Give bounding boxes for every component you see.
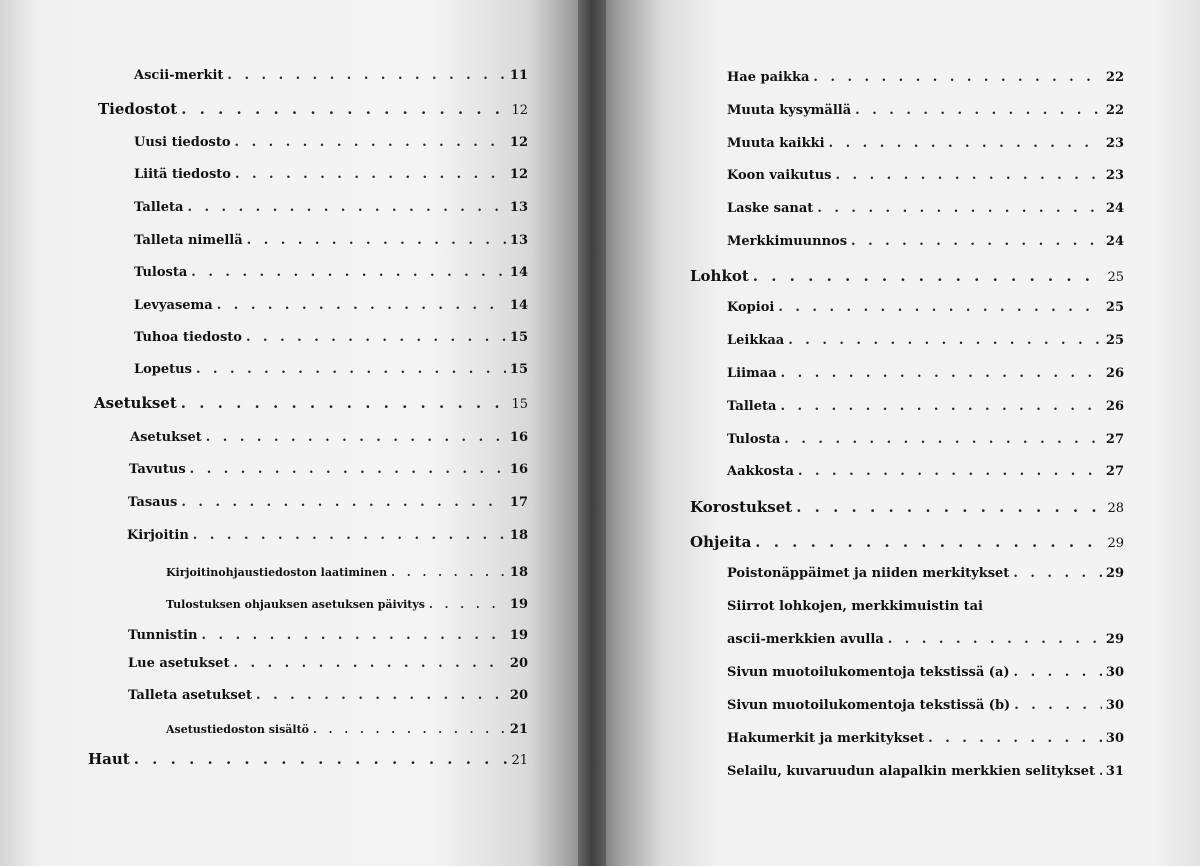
toc-entry-title: Kopioi — [727, 300, 775, 315]
toc-entry — [128, 656, 528, 671]
dot-leader — [817, 201, 1102, 216]
toc-page-number: 28 — [1107, 501, 1124, 516]
dot-leader — [778, 300, 1102, 315]
toc-entry-title: Hae paikka — [727, 70, 810, 85]
toc-page-number: 21 — [509, 722, 528, 737]
toc-entry — [690, 267, 1124, 285]
toc-entry-title: Lopetus — [134, 362, 192, 377]
dot-leader — [835, 168, 1101, 183]
toc-entry-title: Laske sanat — [727, 201, 814, 216]
toc-entry-title: Liitä tiedosto — [134, 167, 231, 182]
toc-entry-title: Hakumerkit ja merkitykset — [727, 731, 925, 746]
dot-leader — [829, 136, 1102, 151]
toc-page-number: 22 — [1105, 103, 1124, 118]
toc-entry — [88, 750, 528, 768]
toc-entry — [134, 298, 528, 313]
toc-entry — [727, 599, 983, 614]
toc-entry-title: Sivun muotoilukomentoja tekstissä (a) — [727, 665, 1010, 680]
dot-leader — [181, 495, 506, 510]
toc-entry — [128, 495, 528, 510]
toc-entry-title: Tulosta — [134, 265, 188, 280]
dot-leader — [1099, 764, 1102, 779]
toc-page-number: 19 — [509, 597, 528, 612]
toc-entry-title: Kirjoitinohjaustiedoston laatiminen — [166, 566, 388, 579]
toc-page-number: 26 — [1105, 366, 1124, 381]
toc-entry-title: Talleta — [727, 399, 777, 414]
dot-leader — [191, 265, 506, 280]
toc-page-number: 12 — [511, 103, 528, 118]
toc-entry-title: Sivun muotoilukomentoja tekstissä (b) — [727, 698, 1011, 713]
toc-entry-title: ascii-merkkien avulla — [727, 632, 884, 647]
toc-entry-title: Asetukset — [130, 430, 202, 445]
toc-entry-title: Levyasema — [134, 298, 213, 313]
toc-entry — [166, 597, 528, 612]
toc-entry — [727, 201, 1124, 216]
toc-page-number: 22 — [1105, 70, 1124, 85]
toc-page-number: 26 — [1105, 399, 1124, 414]
dot-leader — [202, 628, 506, 643]
dot-leader — [429, 598, 506, 611]
dot-leader — [193, 528, 506, 543]
toc-page-number: 30 — [1105, 665, 1124, 680]
toc-page-number: 24 — [1105, 201, 1124, 216]
toc-entry — [127, 528, 528, 543]
toc-entry — [727, 333, 1124, 348]
toc-entry — [129, 462, 528, 477]
dot-leader — [227, 68, 505, 83]
dot-leader — [813, 70, 1102, 85]
toc-entry-title: Ohjeita — [690, 533, 752, 551]
toc-entry — [727, 234, 1124, 249]
toc-page-number: 16 — [509, 430, 528, 445]
dot-leader — [784, 432, 1102, 447]
dot-leader — [196, 362, 506, 377]
toc-entry — [727, 136, 1124, 151]
toc-entry-title: Haut — [88, 750, 130, 768]
toc-entry-title: Tulosta — [727, 432, 781, 447]
toc-entry — [727, 464, 1124, 479]
toc-entry-title: Selailu, kuvaruudun alapalkin merkkien selitykset — [727, 764, 1095, 779]
toc-page-number: 29 — [1105, 566, 1124, 581]
toc-entry-title: Tunnistin — [128, 628, 198, 643]
toc-entry-title: Lohkot — [690, 267, 749, 285]
toc-entry — [727, 366, 1124, 381]
dot-leader — [246, 330, 506, 345]
toc-entry-title: Ascii-merkit — [134, 68, 224, 83]
dot-leader — [788, 333, 1102, 348]
toc-entry-title: Muuta kysymällä — [727, 103, 852, 118]
toc-page-number: 18 — [509, 528, 528, 543]
dot-leader — [796, 498, 1103, 516]
toc-page-number: 11 — [509, 68, 528, 83]
toc-entry-title: Lue asetukset — [128, 656, 230, 671]
toc-entry — [134, 330, 528, 345]
dot-leader — [181, 100, 507, 118]
toc-entry-title: Korostukset — [690, 498, 793, 516]
toc-page-number: 16 — [509, 462, 528, 477]
dot-leader — [1013, 566, 1102, 581]
toc-page-number: 29 — [1107, 536, 1124, 551]
toc-entry — [166, 565, 528, 580]
dot-leader — [888, 632, 1102, 647]
toc-page-number: 14 — [509, 298, 528, 313]
toc-entry — [727, 168, 1124, 183]
dot-leader — [313, 723, 506, 736]
toc-page-number: 27 — [1105, 464, 1124, 479]
toc-page-number: 20 — [509, 656, 528, 671]
toc-entry-title: Leikkaa — [727, 333, 785, 348]
toc-page-number: 15 — [509, 330, 528, 345]
toc-page-number: 19 — [509, 628, 528, 643]
toc-entry-title: Aakkosta — [727, 464, 794, 479]
dot-leader — [235, 167, 506, 182]
toc-entry-title: Asetukset — [94, 394, 177, 412]
toc-entry-title: Kirjoitin — [127, 528, 189, 543]
dot-leader — [206, 430, 506, 445]
dot-leader — [391, 566, 506, 579]
toc-page-number: 23 — [1105, 136, 1124, 151]
toc-page-number: 25 — [1105, 300, 1124, 315]
toc-entry-title: Talleta asetukset — [128, 688, 253, 703]
toc-entry — [134, 362, 528, 377]
toc-entry-title: Tulostuksen ohjauksen asetuksen päivitys — [166, 598, 425, 611]
toc-page-number: 12 — [509, 135, 528, 150]
toc-page-number: 21 — [511, 753, 528, 768]
toc-entry-title: Merkkimuunnos — [727, 234, 848, 249]
dot-leader — [181, 394, 508, 412]
toc-entry — [128, 628, 528, 643]
toc-page-number: 25 — [1107, 270, 1124, 285]
dot-leader — [233, 656, 505, 671]
toc-entry — [134, 68, 528, 83]
toc-entry — [727, 566, 1124, 581]
dot-leader — [190, 462, 506, 477]
dot-leader — [753, 267, 1104, 285]
book-gutter — [578, 0, 606, 866]
dot-leader — [235, 135, 506, 150]
toc-page-number: 24 — [1105, 234, 1124, 249]
toc-entry — [166, 722, 528, 737]
toc-page-number: 30 — [1105, 731, 1124, 746]
toc-entry-title: Talleta nimellä — [134, 233, 243, 248]
toc-entry-title: Poistonäppäimet ja niiden merkitykset — [727, 566, 1010, 581]
toc-entry-title: Liimaa — [727, 366, 777, 381]
toc-entry — [690, 533, 1124, 551]
toc-page-number: 23 — [1105, 168, 1124, 183]
toc-entry-title: Tuhoa tiedosto — [134, 330, 242, 345]
toc-page-number: 18 — [509, 565, 528, 580]
toc-entry — [727, 399, 1124, 414]
toc-page-number: 12 — [509, 167, 528, 182]
dot-leader — [256, 688, 506, 703]
toc-entry-title: Tasaus — [128, 495, 178, 510]
toc-entry-title: Muuta kaikki — [727, 136, 825, 151]
toc-entry-title: Tiedostot — [98, 100, 178, 118]
toc-entry-title: Siirrot lohkojen, merkkimuistin tai — [727, 599, 983, 614]
toc-entry — [128, 688, 528, 703]
toc-entry — [134, 200, 528, 215]
dot-leader — [247, 233, 506, 248]
toc-entry — [727, 698, 1124, 713]
toc-entry — [134, 135, 528, 150]
toc-page-number: 15 — [509, 362, 528, 377]
toc-page-number: 29 — [1105, 632, 1124, 647]
dot-leader — [1014, 698, 1102, 713]
dot-leader — [855, 103, 1102, 118]
toc-entry-title: Talleta — [134, 200, 184, 215]
toc-entry-title: Tavutus — [129, 462, 186, 477]
dot-leader — [134, 750, 508, 768]
toc-entry — [690, 498, 1124, 516]
toc-entry-title: Asetustiedoston sisältö — [166, 723, 310, 736]
toc-entry — [98, 100, 528, 118]
toc-page-number: 30 — [1105, 698, 1124, 713]
toc-page-number: 13 — [509, 233, 528, 248]
toc-page-number: 13 — [509, 200, 528, 215]
toc-entry — [134, 265, 528, 280]
dot-leader — [928, 731, 1102, 746]
toc-page-number: 31 — [1105, 764, 1124, 779]
dot-leader — [780, 399, 1101, 414]
toc-entry — [727, 632, 1124, 647]
toc-entry — [727, 70, 1124, 85]
toc-entry — [727, 432, 1124, 447]
toc-entry — [134, 233, 528, 248]
toc-entry — [727, 103, 1124, 118]
toc-entry-title: Koon vaikutus — [727, 168, 832, 183]
dot-leader — [217, 298, 506, 313]
toc-entry — [727, 665, 1124, 680]
toc-page-number: 20 — [509, 688, 528, 703]
toc-entry — [134, 167, 528, 182]
dot-leader — [798, 464, 1102, 479]
toc-entry — [94, 394, 528, 412]
toc-page-number: 15 — [511, 397, 528, 412]
dot-leader — [187, 200, 505, 215]
toc-entry — [130, 430, 528, 445]
dot-leader — [755, 533, 1103, 551]
toc-entry — [727, 731, 1124, 746]
dot-leader — [1014, 665, 1102, 680]
toc-entry-title: Uusi tiedosto — [134, 135, 231, 150]
toc-page-number: 14 — [509, 265, 528, 280]
toc-entry — [727, 300, 1124, 315]
dot-leader — [781, 366, 1102, 381]
dot-leader — [851, 234, 1102, 249]
toc-page-number: 27 — [1105, 432, 1124, 447]
toc-page-number: 25 — [1105, 333, 1124, 348]
toc-entry — [727, 764, 1124, 779]
toc-page-number: 17 — [509, 495, 528, 510]
